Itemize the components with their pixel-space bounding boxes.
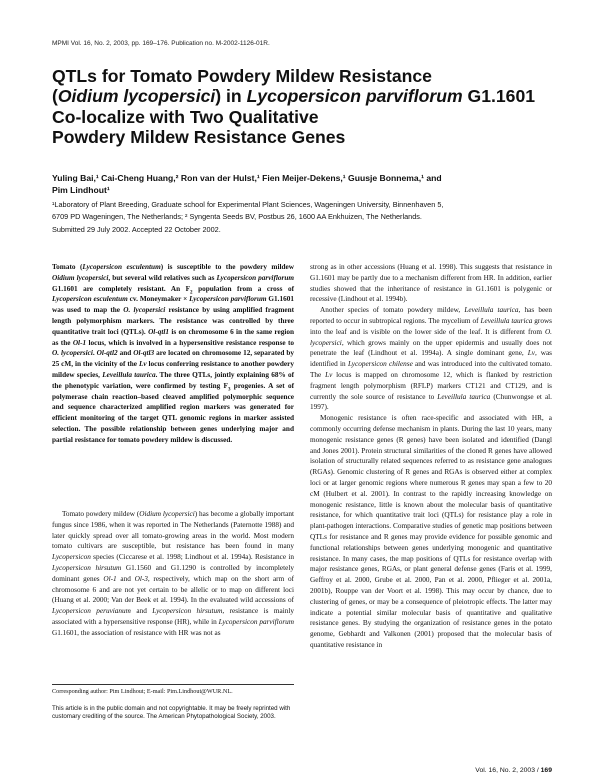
page-footer bbox=[475, 767, 552, 774]
abstract-text: and bbox=[117, 349, 134, 358]
title-line-4: Powdery Mildew Resistance Genes bbox=[52, 127, 346, 148]
right-paragraph-2: Another species of tomato powdery mildew, Leveillula taurica, has been reported to occur in subtropical regions. The mycelium of Leveillula taurica grows into the leaf and is visible on the lower side of the leaf. It is different from O. lycopersici, which grows mainly on the upper epidermis and usually does not penetrate the leaf (Lindhout et al. 1994a). A single dominant gene, Lv, was identified in Lycopersicon chilense and was introduced into the cultivated tomato. The Lv locus is mapped on chromosome 12, which is flanked by restriction fragment length polymorphism (RFLP) markers CT121 and CT129, and is currently the sole source of resistance to Leveillula taurica (Chunwongse et al. 1997). bbox=[310, 306, 553, 412]
abstract-gene: Ol-qtl1 bbox=[148, 327, 170, 336]
abstract-text: G1.1601 was used to map the bbox=[52, 295, 294, 315]
abstract-species: Leveillula taurica bbox=[102, 370, 156, 379]
abstract-species: O. lycopersici bbox=[52, 349, 93, 358]
title-species-lycopersicon: Lycopersicon parviflorum bbox=[246, 86, 463, 107]
introduction-left bbox=[52, 509, 294, 639]
abstract-species: Lycopersicon esculentum bbox=[52, 295, 128, 304]
article-title bbox=[52, 66, 552, 148]
abstract-species: O. lycopersici bbox=[123, 306, 166, 315]
introduction-right bbox=[310, 262, 552, 651]
abstract-species: Lycopersicon parviflorum bbox=[189, 295, 267, 304]
title-accession: G1.1601 bbox=[462, 86, 536, 107]
journal-header: MPMI Vol. 16, No. 2, 2003, pp. 169–176. Publication no. M-2002-1126-01R. bbox=[52, 40, 270, 47]
abstract-text: ) is susceptible to the powdery mildew bbox=[160, 263, 294, 271]
abstract-species: Oidium lycopersici bbox=[52, 273, 109, 282]
affiliation-line-2: 6709 PD Wageningen, The Netherlands; ² Syngenta Seeds BV, Postbus 26, 1600 AA Enkhuizen, The Netherlands. bbox=[52, 211, 422, 221]
abstract-text: resistance by using amplified fragment length polymorphism markers. The resistance was controlled by three quantitative trait loci (QTLs). bbox=[52, 306, 295, 336]
abstract-species: Lycopersicon esculentum bbox=[82, 263, 161, 271]
title-line-1: QTLs for Tomato Powdery Mildew Resistance bbox=[52, 66, 432, 86]
abstract-subscript: 3 bbox=[227, 386, 231, 393]
footer-volume: Vol. 16, No. 2, 2003 / bbox=[475, 767, 541, 774]
abstract-text: , but several wild relatives such as bbox=[108, 273, 217, 282]
authors-line-2: Pim Lindhout¹ bbox=[52, 184, 110, 195]
title-species-oidium: Oidium lycopersici bbox=[57, 86, 216, 107]
abstract-text: progenies. A set of polymerase chain reaction–based cleaved amplified polymorphic sequence and sequence characterized amplified region markers was generated for efficient monitoring of the target QTL genomic regions in marker assisted selection. The possible relationship between genes underlying major and partial resistance for tomato powdery mildew is discussed. bbox=[52, 381, 294, 444]
title-mid: ) in bbox=[215, 86, 247, 107]
abstract-gene: Ol-qtl3 bbox=[133, 349, 155, 358]
abstract bbox=[52, 262, 294, 446]
title-line-2 bbox=[52, 86, 552, 106]
abstract-text: Tomato ( bbox=[52, 263, 83, 271]
page-number: 169 bbox=[540, 767, 552, 774]
title-paren-open: ( bbox=[52, 86, 58, 107]
affiliation-line-1: ¹Laboratory of Plant Breeding, Graduate school for Experimental Plant Sciences, Wageningen University, Binnenhaven 5, bbox=[52, 200, 444, 209]
authors-line-1: Yuling Bai,¹ Cai-Cheng Huang,² Ron van der Hulst,¹ Fien Meijer-Dekens,¹ Guusje Bonnema,¹ and bbox=[52, 173, 442, 183]
abstract-text: G1.1601 are completely resistant. An F bbox=[52, 284, 191, 293]
affiliations bbox=[52, 199, 552, 222]
abstract-text: locus, which is involved in a hypersensitive resistance response to bbox=[86, 338, 294, 347]
abstract-gene: Ol-1 bbox=[72, 338, 87, 347]
right-paragraph-1: strong as in other accessions (Huang et al. 1998). This suggests that resistance in G1.1601 may be partly due to a mechanism different from HR. In addition, earlier studies showed that the inheritance of resistance in G1.1601 is polygenic or recessive (Lindhout et al. 1994b). bbox=[310, 263, 552, 304]
intro-paragraph: Tomato powdery mildew (Oidium lycopersici) has become a globally important fungus since 1986, when it was reported in The Netherlands (Paternotte 1988) and later quickly spread over all tomato-growing areas in the world. Most modern tomato cultivars are susceptible, but resistance has been found in many Lycopersicon species (Ciccarese et al. 1998; Lindhout et al. 1994a). Resistance in Lycopersicon hirsutum G1.1560 and G1.1290 is controlled by incompletely dominant genes Ol-1 and Ol-3, respectively, which map on the short arm of chromosome 6 and are not yet certain to be allelic or to map on different loci (Huang et al. 2000; Van der Beek et al. 1994). In the evaluated wild accessions of Lycopersicon peruvianum and Lycopersicon hirsutum, resistance is mainly associated with a hypersensitive response (HR), while in Lycopersicon parviflorum G1.1601, the association of resistance with HR was not as bbox=[52, 510, 295, 637]
author-list bbox=[52, 173, 552, 196]
abstract-text: . bbox=[92, 349, 97, 358]
public-domain-notice: This article is in the public domain and not copyrightable. It may be freely reprinted with customary crediting of the source. The American Phytopathological Society, 2003. bbox=[52, 705, 291, 721]
abstract-gene: Lv bbox=[138, 360, 147, 369]
abstract-gene: Ol-qtl2 bbox=[96, 349, 118, 358]
abstract-text: are located on chromosome 12, separated by 25 cM, in the vicinity of the bbox=[52, 349, 294, 369]
title-line-3: Co-localize with Two Qualitative bbox=[52, 106, 319, 127]
right-paragraph-3: Monogenic resistance is often race-specific and associated with HR, a commonly occurring defense mechanism in plants. During the last 10 years, many monogenic resistance genes (R genes) have been isolated and identified (Dangl and Jones 2001). Protein structural similarities of the cloned R genes have allowed isolation of structurally related sequences referred to as resistance gene analogues (RGAs). Genomic clustering of R genes and RGAs is observed either at complex loci or at larger genomic regions where numerous R genes may span a few to 20 cM (Hulbert et al. 2001). In contrast to the rapidly increasing knowledge on monogenic resistance, little is known about the molecular basis of quantitative resistance, for which quantitative trait loci (QTLs) for resistance play a role in plant-pathogen interactions. Comparative studies of genetic map positions between QTLs for resistance and R genes may provide evidence for possible genomic and functional relationships between genes underlying monogenic and quantitative resistance. In many cases, the map positions of QTLs for resistance overlap with major resistance genes, RGAs, or plant general defense genes (Faris et al. 1999, Geffroy et al. 2000, Grube et al. 2000, Pan et al. 2000, Pflieger et al. 2001a, 2001b), Rouppe van der Voort et al. 1998). This may occur by chance, due to clustering of genes, or may be a consequence of pleiotropic effects. The latter may indicate a potential similar molecular basis of quantitative and qualitative resistance genes. By studying the organization of resistance genes in the potato genome, Gebhardt and Valkonen (2001) proposed that the molecular basis of quantitative resistance in bbox=[310, 414, 552, 649]
abstract-text: cv. Moneymaker × bbox=[127, 295, 190, 304]
abstract-text: is on chromosome 6 in the same region as the bbox=[52, 327, 294, 347]
submission-dates: Submitted 29 July 2002. Accepted 22 October 2002. bbox=[52, 225, 221, 234]
abstract-subscript: 2 bbox=[190, 289, 193, 296]
corresponding-author: Corresponding author: Pim Lindhout; E-mail: Pim.Lindhout@WUR.NL. bbox=[52, 684, 294, 695]
abstract-text: population from a cross of bbox=[192, 284, 294, 293]
abstract-text: locus conferring resistance to another powdery mildew species, bbox=[52, 360, 294, 379]
abstract-species: Lycopersicon parviflorum bbox=[216, 273, 294, 282]
abstract-text: . The three QTLs, jointly explaining 68% of the phenotypic variation, were confirmed by testing F bbox=[52, 370, 294, 390]
